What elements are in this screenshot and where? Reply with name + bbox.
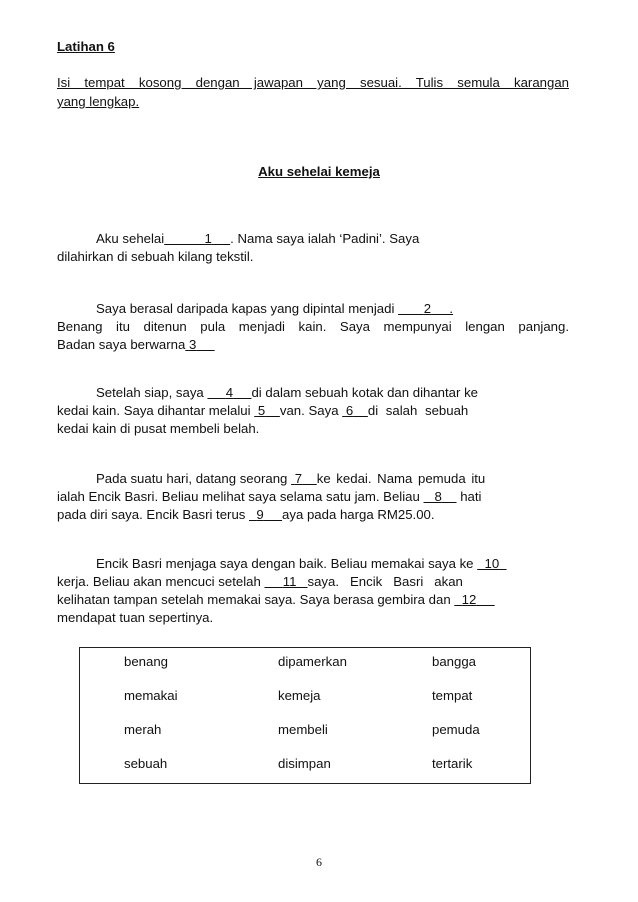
blank-7: 7	[294, 471, 303, 486]
blank-10: 10	[484, 556, 500, 571]
word-disimpan: disimpan	[278, 756, 331, 771]
paragraph-5-line-4: mendapat tuan sepertinya.	[57, 610, 214, 625]
blank-2: 2 .	[423, 301, 454, 316]
word-bank-box	[79, 647, 531, 784]
paragraph-4-line-3: pada diri saya. Encik Basri terus 9 aya pada harga RM25.00.	[57, 507, 435, 522]
paragraph-5-line-2: kerja. Beliau akan mencuci setelah 11 saya. Encik Basri akan	[57, 574, 463, 589]
page-number: 6	[316, 855, 322, 869]
word-sebuah: sebuah	[124, 756, 168, 771]
word-dipamerkan: dipamerkan	[278, 654, 347, 669]
word-memakai: memakai	[124, 688, 178, 703]
paragraph-4-line-2: ialah Encik Basri. Beliau melihat saya selama satu jam. Beliau 8 hati	[57, 489, 482, 504]
paragraph-2-line-2: Benang itu ditenun pula menjadi kain. Saya mempunyai lengan panjang.	[57, 319, 569, 334]
word-tempat: tempat	[432, 688, 473, 703]
blank-12: 12	[461, 592, 477, 607]
paragraph-3-line-3: kedai kain di pusat membeli belah.	[57, 421, 260, 436]
word-benang: benang	[124, 654, 169, 669]
blank-8: 8	[434, 489, 442, 504]
word-bangga: bangga	[432, 654, 477, 669]
word-tertarik: tertarik	[432, 756, 473, 771]
essay-title: Aku sehelai kemeja	[258, 164, 380, 179]
blank-9: 9	[256, 507, 264, 522]
instruction-line-2: yang lengkap.	[57, 94, 140, 109]
exercise-heading: Latihan 6	[57, 39, 115, 54]
paragraph-3-line-2: kedai kain. Saya dihantar melalui 5 van. Saya 6 di salah sebuah	[57, 403, 469, 418]
word-membeli: membeli	[278, 722, 328, 737]
blank-5: 5	[257, 403, 266, 418]
paragraph-2-line-3: Badan saya berwarna 3	[57, 336, 569, 354]
paragraph-1-line-1: Aku sehelai 1 . Nama saya ialah ‘Padini’. Saya	[96, 231, 420, 246]
word-merah: merah	[124, 722, 162, 737]
blank-1: 1	[204, 231, 212, 246]
blank-3: 3	[188, 337, 197, 352]
instruction-line-1: Isi tempat kosong dengan jawapan yang sesuai. Tulis semula karangan	[57, 75, 569, 90]
paragraph-2-line-1: Saya berasal daripada kapas yang dipintal menjadi 2 .	[96, 301, 454, 316]
word-kemeja: kemeja	[278, 688, 321, 703]
paragraph-5-line-1: Encik Basri menjaga saya dengan baik. Beliau memakai saya ke 10	[96, 555, 569, 573]
paragraph-3-line-1: Setelah siap, saya 4 di dalam sebuah kotak dan dihantar ke	[96, 385, 478, 400]
paragraph-4-line-1: Pada suatu hari, datang seorang 7 ke kedai. Nama pemuda itu	[96, 471, 486, 486]
blank-4: 4	[225, 385, 234, 400]
blank-6: 6	[345, 403, 354, 418]
paragraph-5-line-3: kelihatan tampan setelah memakai saya. Saya berasa gembira dan 12	[57, 591, 569, 609]
blank-11: 11	[282, 574, 297, 589]
word-pemuda: pemuda	[432, 722, 480, 737]
paragraph-1-line-2: dilahirkan di sebuah kilang tekstil.	[57, 249, 254, 264]
